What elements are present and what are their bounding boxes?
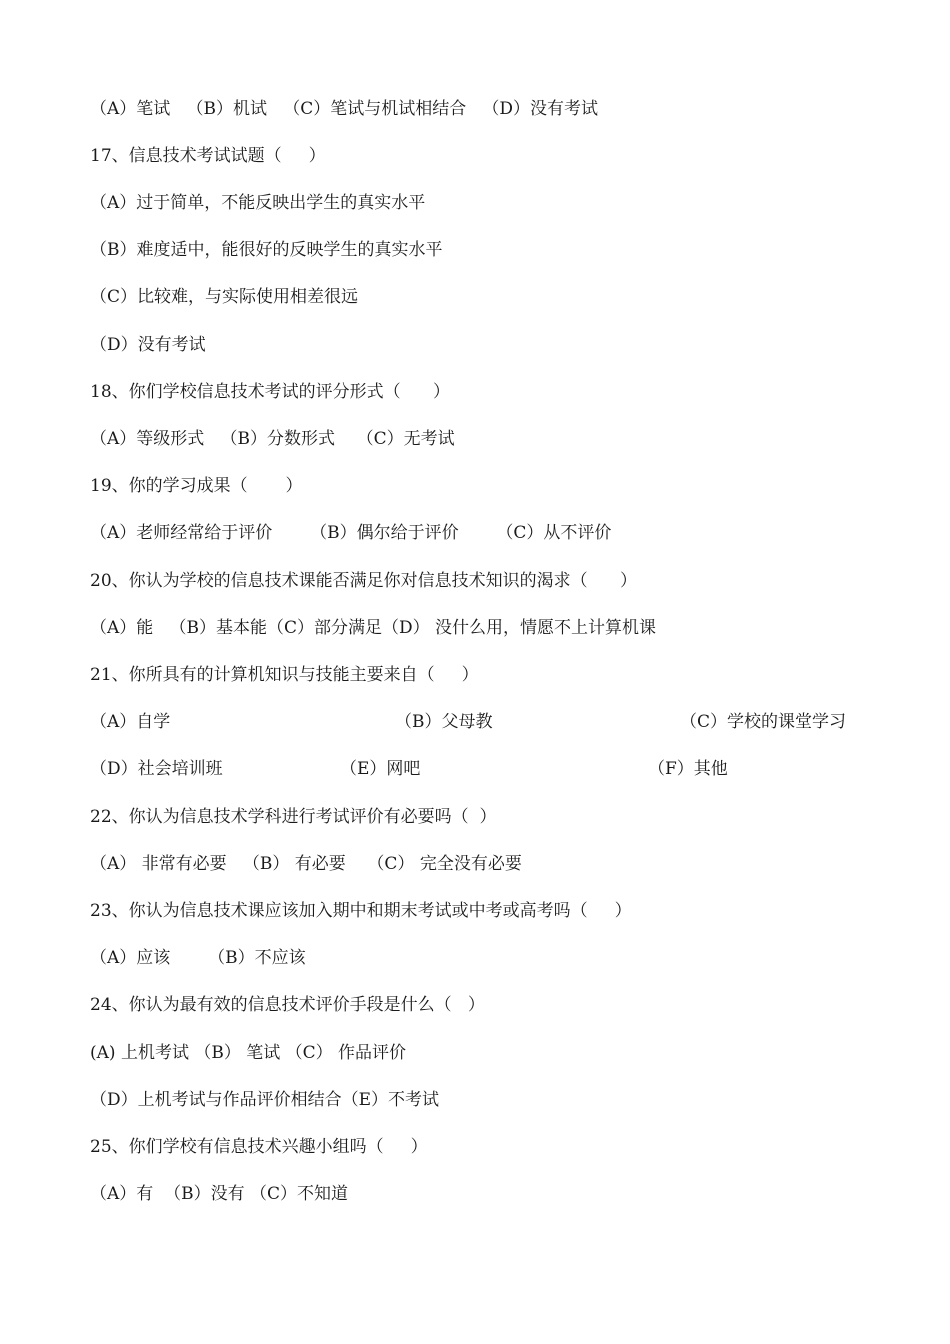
q21-options-row-1	[0, 707, 950, 737]
q22-options: （A） 非常有必要 （B） 有必要 （C） 完全没有必要	[90, 854, 522, 874]
q17-option-a: （A）过于简单，不能反映出学生的真实水平	[90, 193, 426, 213]
q17-question: 17、信息技术考试试题（ ）	[90, 146, 326, 166]
q18-options: （A）等级形式 （B）分数形式 （C）无考试	[90, 429, 455, 449]
q24-options-row-1: (A) 上机考试 （B） 笔试 （C） 作品评价	[90, 1043, 407, 1063]
q18-question: 18、你们学校信息技术考试的评分形式（ ）	[90, 382, 451, 402]
q21-option-c: （C）学校的课堂学习	[680, 712, 847, 732]
q17-option-c: （C）比较难，与实际使用相差很远	[90, 287, 359, 307]
q21-question: 21、你所具有的计算机知识与技能主要来自（ ）	[90, 665, 479, 685]
q16-options: （A）笔试 （B）机试 （C）笔试与机试相结合 （D）没有考试	[90, 99, 599, 119]
q21-options-row-2	[0, 754, 950, 784]
q25-options: （A）有 （B）没有 （C）不知道	[90, 1184, 348, 1204]
q21-option-b: （B）父母教	[395, 712, 493, 732]
q23-question: 23、你认为信息技术课应该加入期中和期末考试或中考或高考吗（ ）	[90, 901, 632, 921]
q23-options: （A）应该 （B）不应该	[90, 948, 306, 968]
q17-option-b: （B）难度适中，能很好的反映学生的真实水平	[90, 240, 443, 260]
q22-question: 22、你认为信息技术学科进行考试评价有必要吗（ ）	[90, 807, 497, 827]
q21-option-d: （D）社会培训班	[90, 759, 223, 779]
q25-question: 25、你们学校有信息技术兴趣小组吗（ ）	[90, 1137, 428, 1157]
q21-option-a: （A）自学	[90, 712, 171, 732]
q24-options-row-2: （D）上机考试与作品评价相结合（E）不考试	[90, 1090, 440, 1110]
q19-question: 19、你的学习成果（ ）	[90, 476, 303, 496]
q21-option-f: （F）其他	[648, 759, 728, 779]
q17-option-d: （D）没有考试	[90, 335, 206, 355]
q19-options: （A）老师经常给于评价 （B）偶尔给于评价 （C）从不评价	[90, 523, 612, 543]
q21-option-e: （E）网吧	[340, 759, 421, 779]
q20-question: 20、你认为学校的信息技术课能否满足你对信息技术知识的渴求（ ）	[90, 571, 638, 591]
q24-question: 24、你认为最有效的信息技术评价手段是什么（ ）	[90, 995, 485, 1015]
q20-options: （A）能 （B）基本能（C）部分满足（D） 没什么用，情愿不上计算机课	[90, 618, 657, 638]
